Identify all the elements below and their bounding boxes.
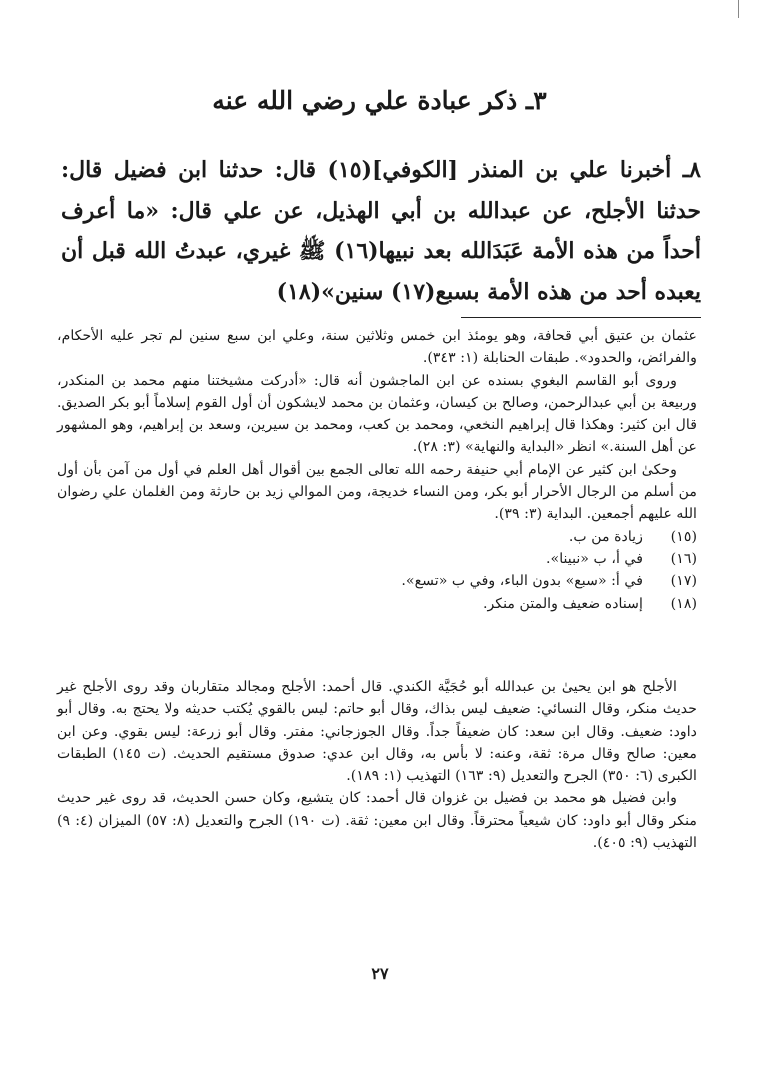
footnote-number: (١٧) xyxy=(670,573,697,590)
note-paragraph: وابن فضيل هو محمد بن فضيل بن غزوان قال أحمد: كان يتشيع، وكان حسن الحديث، قد روى غير حديث منكر وقال أبو داود: كان شيعياً محترقاً. وقال ابن معين: ثقة. (ت ١٩٠) الجرح والتعديل (٨: ٥٧) الميزان (٤: ٩) التهذيب (٩: ٤٠٥). xyxy=(57,790,697,852)
footnote-commentary xyxy=(57,676,697,854)
hadith-text xyxy=(61,150,701,312)
footnote-number: (١٥) xyxy=(670,528,697,545)
footnote-item xyxy=(57,548,697,570)
footnote-text: إسناده ضعيف والمتن منكر. xyxy=(482,595,643,612)
footnote-divider xyxy=(461,317,701,318)
scan-mark xyxy=(738,0,739,18)
footnote-text: في أ، ب «نبينا». xyxy=(546,550,643,567)
note-paragraph: وروى أبو القاسم البغوي بسنده عن ابن الماجشون أنه قال: «أدركت مشيختنا منهم محمد بن المنكدر، وربيعة بن أبي عبدالرحمن، وصالح بن كيسان، وعثمان بن محمد لايشكون أن أول القوم إسلاماً أبو بكر الصديق. قال ابن كثير: وهكذا قال إبراهيم النخعي، ومحمد بن كعب، ومحمد بن سيرين، وسعد بن إبراهيم، وهو المشهور عن أهل السنة.» انظر «البداية والنهاية» (٣: ٢٨). xyxy=(57,372,697,456)
footnote-item xyxy=(57,570,697,592)
note-paragraph: الأجلح هو ابن يحيىٰ بن عبدالله أبو حُجَيَّة الكندي. قال أحمد: الأجلح ومجالد متقاربان وقد روى الأجلح غير حديث منكر، وقال النسائي: ضعيف ليس بذاك، وقال أبو حاتم: ليس بالقوي يُكتب حديثه ولا يحتج به. وقال أبو داود: ضعيف. وقال ابن سعد: كان ضعيفاً جداً. وقال الجوزجاني: مفتر. وقال أبو زرعة: ليس بقوي. وعن ابن معين: صالح وقال مرة: ثقة، وعنه: لا بأس به، وقال ابن عدي: صدوق مستقيم الحديث. (ت ١٤٥) الطبقات الكبرى (٦: ٣٥٠) الجرح والتعديل (٩: ١٦٣) التهذيب (١: ١٨٩). xyxy=(57,679,697,785)
footnote-number: (١٦) xyxy=(670,550,697,567)
footnote-text: في أ: «سبع» بدون الباء، وفي ب «تسع». xyxy=(401,573,643,590)
chapter-title: ٣ـ ذكر عبادة علي رضي الله عنه xyxy=(212,86,547,115)
footnote-item xyxy=(57,593,697,615)
footnote-item xyxy=(57,526,697,548)
hadith-paragraph: ٨ـ أخبرنا علي بن المنذر [الكوفي](١٥) قال: حدثنا ابن فضيل قال: حدثنا الأجلح، عن عبدالله بن أبي الهذيل، عن علي قال: «ما أعرف أحداً من هذه الأمة عَبَدَالله بعد نبيها(١٦) ﷺ غيري، عبدتُ الله قبل أن يعبده أحد من هذه الأمة بسبع(١٧) سنين»(١٨) xyxy=(61,157,702,305)
footnote-text: زيادة من ب. xyxy=(568,528,643,545)
footnote-number: (١٨) xyxy=(670,595,697,612)
note-paragraph: وحكىٰ ابن كثير عن الإمام أبي حنيفة رحمه الله تعالى الجمع بين أقوال أهل العلم في أول من آمن بأن أول من أسلم من الرجال الأحرار أبو بكر، ومن النساء خديجة، ومن الموالي زيد بن حارثة ومن الغلمان علي رضوان الله عليهم أجمعين. البداية (٣: ٣٩). xyxy=(57,461,697,523)
footnotes-section xyxy=(57,325,697,615)
page-number: ٢٧ xyxy=(371,964,389,983)
note-paragraph: عثمان بن عتيق أبي قحافة، وهو يومئذ ابن خمس وثلاثين سنة، وعلي ابن سبع سنين لم تجر عليه الأحكام، والفرائض، والحدود». طبقات الحنابلة (١: ٣٤٣). xyxy=(57,328,697,367)
